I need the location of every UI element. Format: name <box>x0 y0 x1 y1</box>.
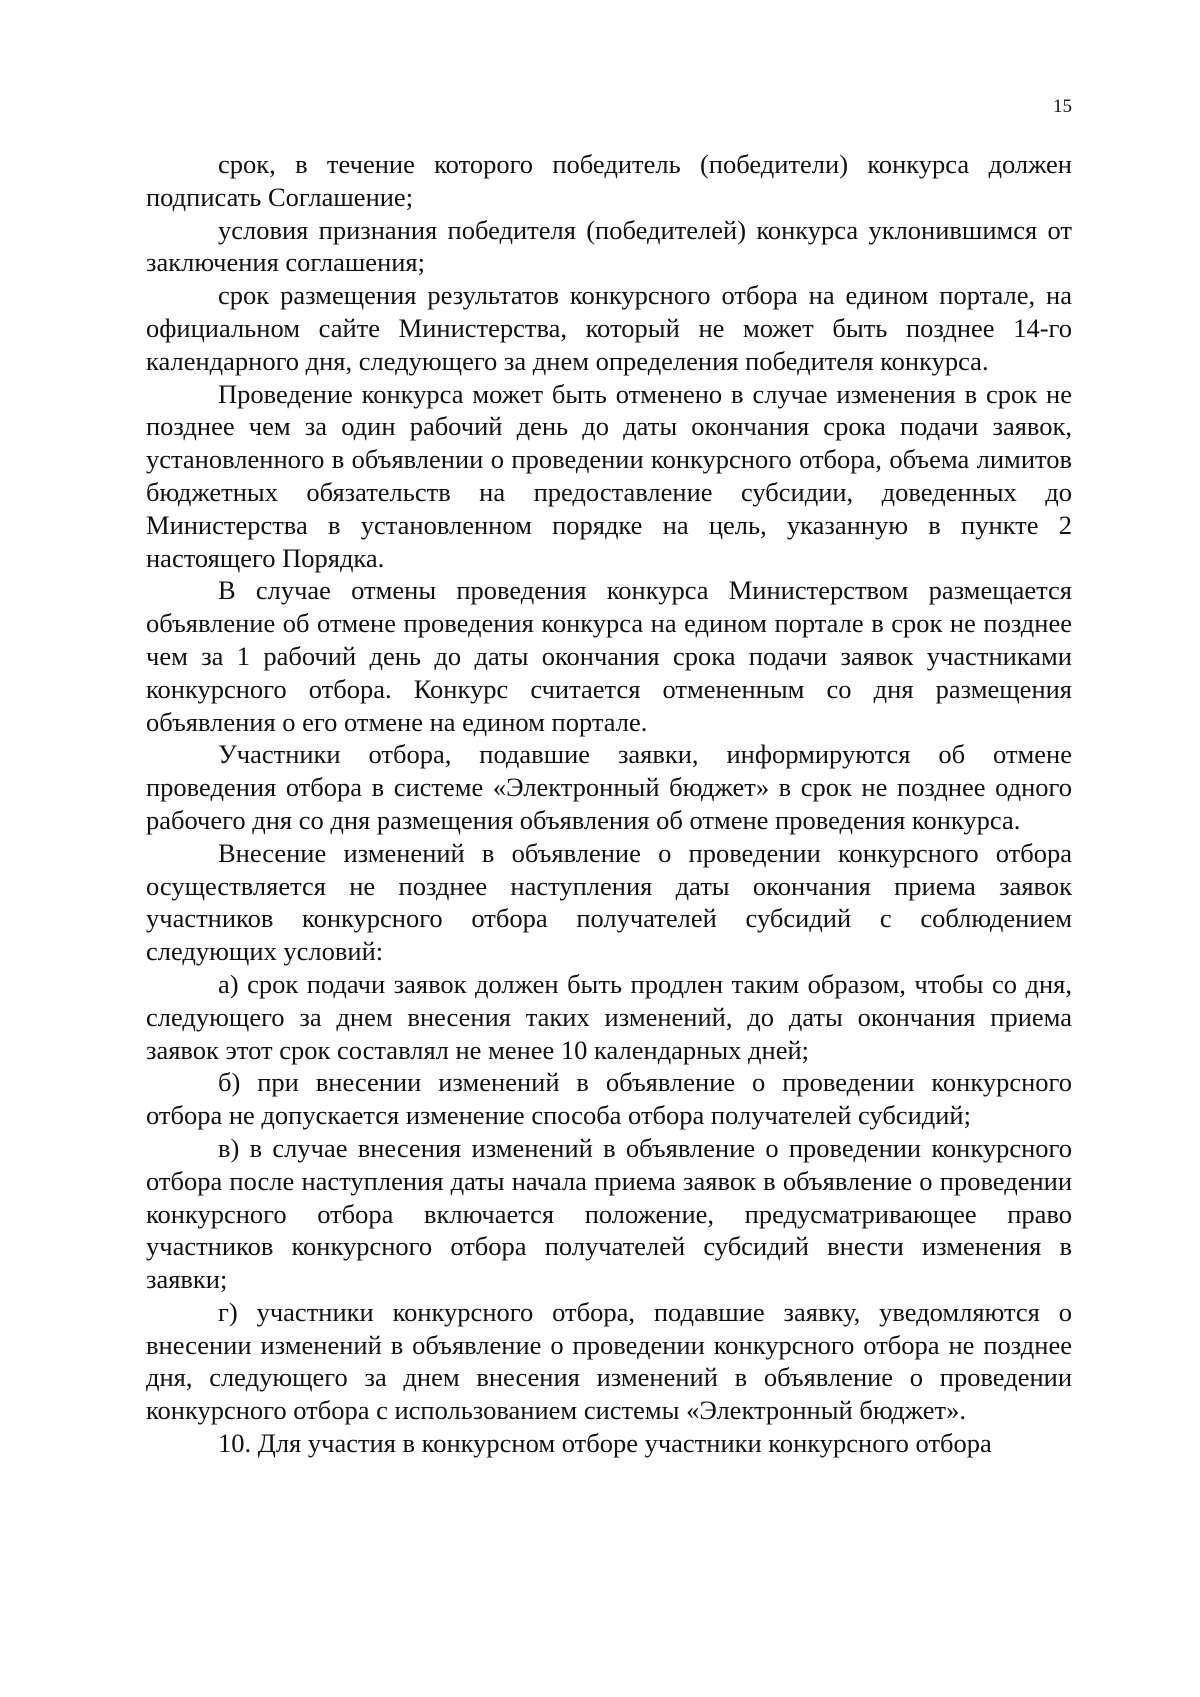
paragraph-cancellation-announcement: В случае отмены проведения конкурса Министерством размещается объявление об отмене проведения конкурса на едином портале в срок не позднее чем за 1 рабочий день до даты окончания срока подачи заявок участниками конкурсного отбора. Конкурс считается отмененным со дня размещения объявления о его отмене на едином портале. <box>146 575 1072 737</box>
paragraph-condition-b: б) при внесении изменений в объявление о проведении конкурсного отбора не допускается изменение способа отбора получателей субсидий; <box>146 1067 1072 1131</box>
paragraph-condition-a: а) срок подачи заявок должен быть продлен таким образом, чтобы со дня, следующего за днем внесения таких изменений, до даты окончания приема заявок этот срок составлял не менее 10 календарных дней; <box>146 968 1072 1065</box>
paragraph-participants-notification: Участники отбора, подавшие заявки, информируются об отмене проведения отбора в системе «Электронный бюджет» в срок не позднее одного рабочего дня со дня размещения объявления об отмене проведения конкурса. <box>146 739 1072 835</box>
paragraph-condition-v: в) в случае внесения изменений в объявление о проведении конкурсного отбора после наступления даты начала приема заявок в объявление о проведении конкурсного отбора включается положение, предусматривающее право участников конкурсного отбора получателей субсидий внести изменения в заявки; <box>146 1132 1072 1295</box>
document-body <box>146 148 1072 1460</box>
paragraph-condition-g: г) участники конкурсного отбора, подавшие заявку, уведомляются о внесении изменений в объявление о проведении конкурсного отбора не позднее дня, следующего за днем внесения изменений в объявление о проведении конкурсного отбора с использованием системы «Электронный бюджет». <box>146 1296 1072 1426</box>
paragraph-evasion-conditions: условия признания победителя (победителей) конкурса уклонившимся от заключения соглашения; <box>146 214 1072 278</box>
paragraph-results-publication: срок размещения результатов конкурсного отбора на едином портале, на официальном сайте Министерства, который не может быть позднее 14-го календарного дня, следующего за днем определения победителя конкурса. <box>146 280 1072 376</box>
paragraph-section-10: 10. Для участия в конкурсном отборе участники конкурсного отбора <box>218 1428 992 1459</box>
page-number: 15 <box>1053 96 1072 117</box>
paragraph-contest-cancellation: Проведение конкурса может быть отменено в случае изменения в срок не позднее чем за один рабочий день до даты окончания срока подачи заявок, установленного в объявлении о проведении конкурсного отбора, объема лимитов бюджетных обязательств на предоставление субсидии, доведенных до Министерства в установленном порядке на цель, указанную в пункте 2 настоящего Порядка. <box>146 378 1072 573</box>
paragraph-announcement-changes: Внесение изменений в объявление о проведении конкурсного отбора осуществляется не позднее наступления даты окончания приема заявок участников конкурсного отбора получателей субсидий с соблюдением следующих условий: <box>146 837 1072 967</box>
paragraph-signing-deadline: срок, в течение которого победитель (победители) конкурса должен подписать Соглашение; <box>146 149 1072 212</box>
